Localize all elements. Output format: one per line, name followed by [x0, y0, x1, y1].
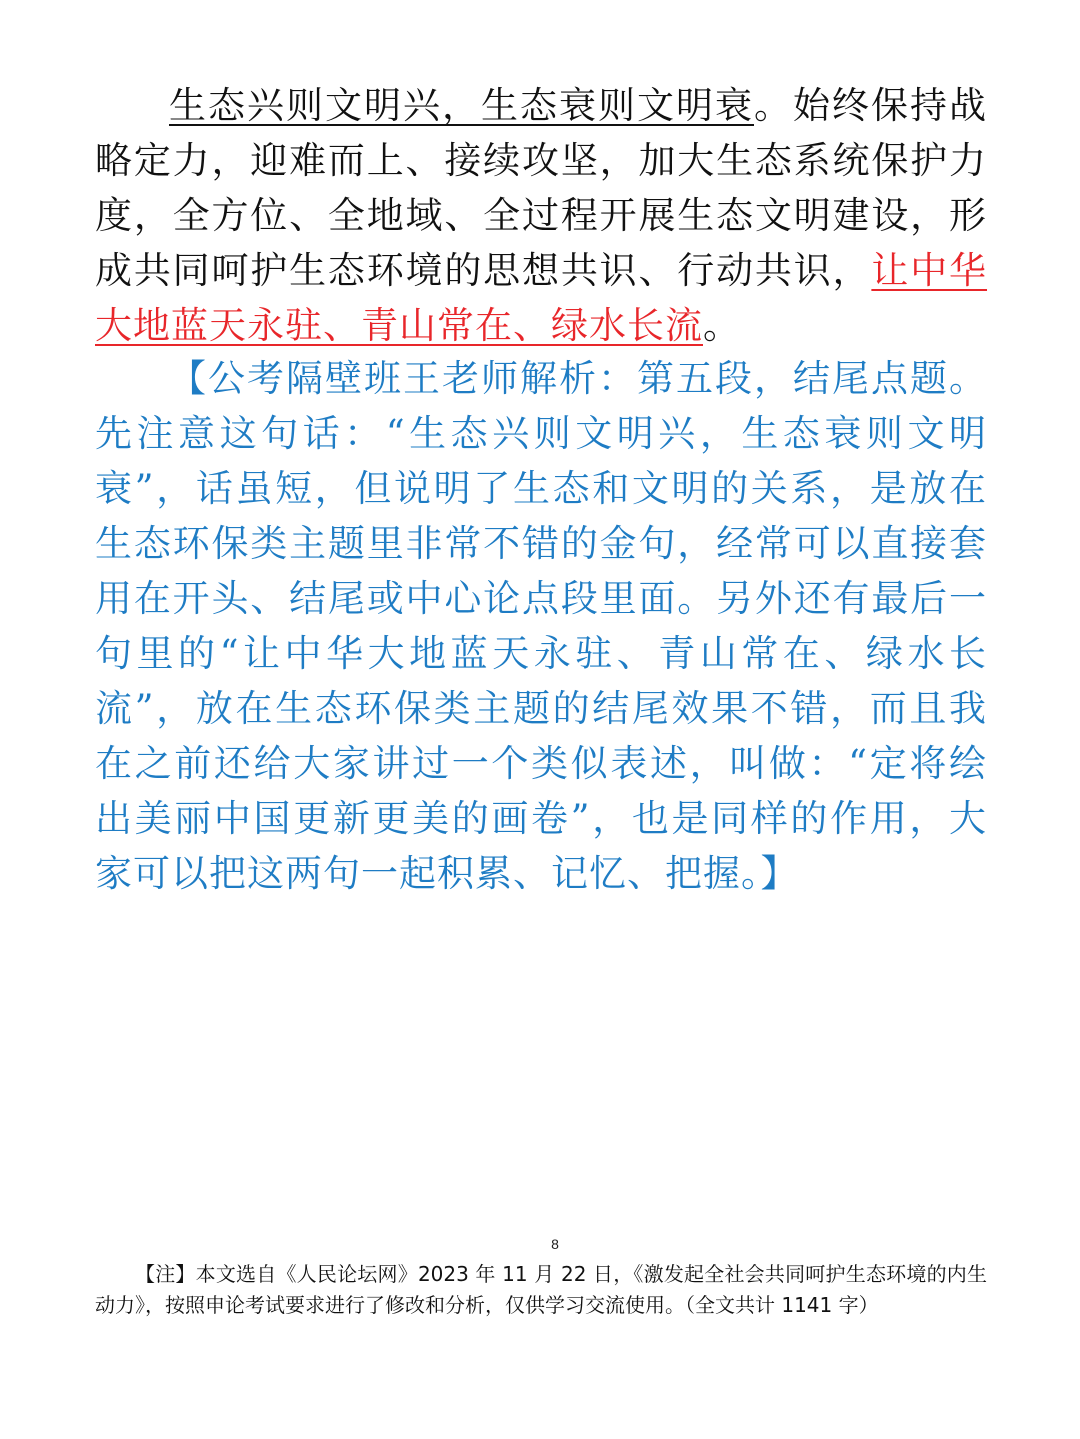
closing-quote-end: 。 [703, 304, 741, 347]
key-quote-underlined: 生态兴则文明兴，生态衰则文明衰 [169, 84, 754, 127]
source-footnote: 【注】本文选自《人民论坛网》2023 年 11 月 22 日，《激发起全社会共同呵护生态环境的内生动力》，按照申论考试要求进行了修改和分析，仅供学习交流使用。（全文共计 1141 字） [95, 1262, 987, 1317]
main-paragraph-body: 始终保持战略定力，迎难而上、接续攻坚，加大生态系统保护力度，全方位、全地域、全过程开展生态文明建设，形成共同呵护生态环境的思想共识、行动共识， [95, 84, 987, 292]
analysis-paragraph: 【公考隔壁班王老师解析：第五段，结尾点题。先注意这句话：“生态兴则文明兴，生态衰则文明衰”，话虽短，但说明了生态和文明的关系，是放在生态环保类主题里非常不错的金句，经常可以直接套用在开头、结尾或中心论点段里面。另外还有最后一句里的“让中华大地蓝天永驻、青山常在、绿水长流”，放在生态环保类主题的结尾效果不错，而且我在之前还给大家讲过一个类似表述，叫做：“定将绘出美丽中国更新更美的画卷”，也是同样的作用，大家可以把这两句一起积累、记忆、把握。】 [95, 357, 987, 895]
key-quote-end: 。 [754, 84, 793, 127]
main-paragraph [95, 78, 987, 353]
page-number: 8 [551, 1236, 559, 1252]
closing-quote-red: 让中华大地蓝天永驻、青山常在、绿水长流 [95, 249, 988, 347]
